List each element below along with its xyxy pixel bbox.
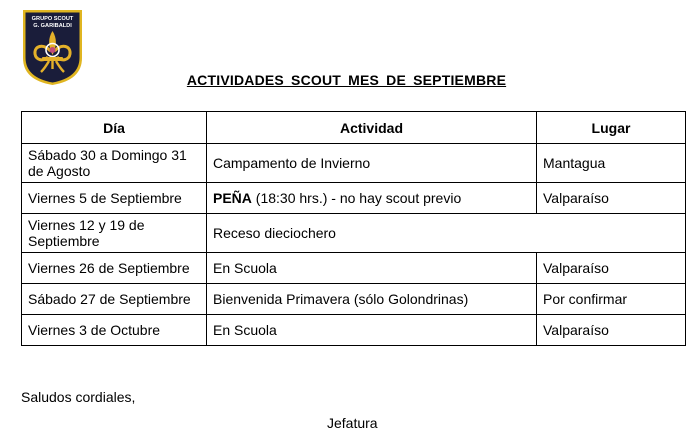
cell-lugar: Mantagua bbox=[537, 144, 686, 183]
header-dia: Día bbox=[22, 112, 207, 144]
cell-dia: Viernes 5 de Septiembre bbox=[22, 183, 207, 214]
header-lugar: Lugar bbox=[537, 112, 686, 144]
cell-actividad: Bienvenida Primavera (sólo Golondrinas) bbox=[207, 284, 537, 315]
cell-lugar: Valparaíso bbox=[537, 253, 686, 284]
cell-dia: Viernes 26 de Septiembre bbox=[22, 253, 207, 284]
table-row bbox=[22, 315, 686, 346]
cell-lugar: Por confirmar bbox=[537, 284, 686, 315]
page-title: ACTIVIDADES SCOUT MES DE SEPTIEMBRE bbox=[186, 72, 507, 88]
logo-text-line1: GRUPO SCOUT bbox=[31, 16, 74, 22]
cell-lugar: Valparaíso bbox=[537, 315, 686, 346]
activities-table bbox=[21, 111, 686, 346]
cell-lugar: Valparaíso bbox=[537, 183, 686, 214]
table-row bbox=[22, 144, 686, 183]
cell-actividad bbox=[207, 183, 537, 214]
cell-dia: Viernes 3 de Octubre bbox=[22, 315, 207, 346]
cell-actividad: Receso dieciochero bbox=[207, 214, 686, 253]
table-row bbox=[22, 253, 686, 284]
activity-highlight: PEÑA bbox=[213, 190, 252, 206]
table-header-row bbox=[22, 112, 686, 144]
table-row bbox=[22, 284, 686, 315]
activity-detail: (18:30 hrs.) - no hay scout previo bbox=[255, 190, 462, 206]
header-actividad: Actividad bbox=[207, 112, 537, 144]
table-row bbox=[22, 214, 686, 253]
cell-dia: Sábado 30 a Domingo 31 de Agosto bbox=[22, 144, 207, 183]
cell-actividad: Campamento de Invierno bbox=[207, 144, 537, 183]
closing-text: Saludos cordiales, bbox=[21, 389, 136, 405]
cell-dia: Sábado 27 de Septiembre bbox=[22, 284, 207, 315]
table-row bbox=[22, 183, 686, 214]
cell-actividad: En Scuola bbox=[207, 315, 537, 346]
cell-dia: Viernes 12 y 19 de Septiembre bbox=[22, 214, 207, 253]
cell-actividad: En Scuola bbox=[207, 253, 537, 284]
signature-text: Jefatura bbox=[327, 415, 378, 431]
logo-text-line2: G. GARIBALDI bbox=[33, 23, 72, 29]
